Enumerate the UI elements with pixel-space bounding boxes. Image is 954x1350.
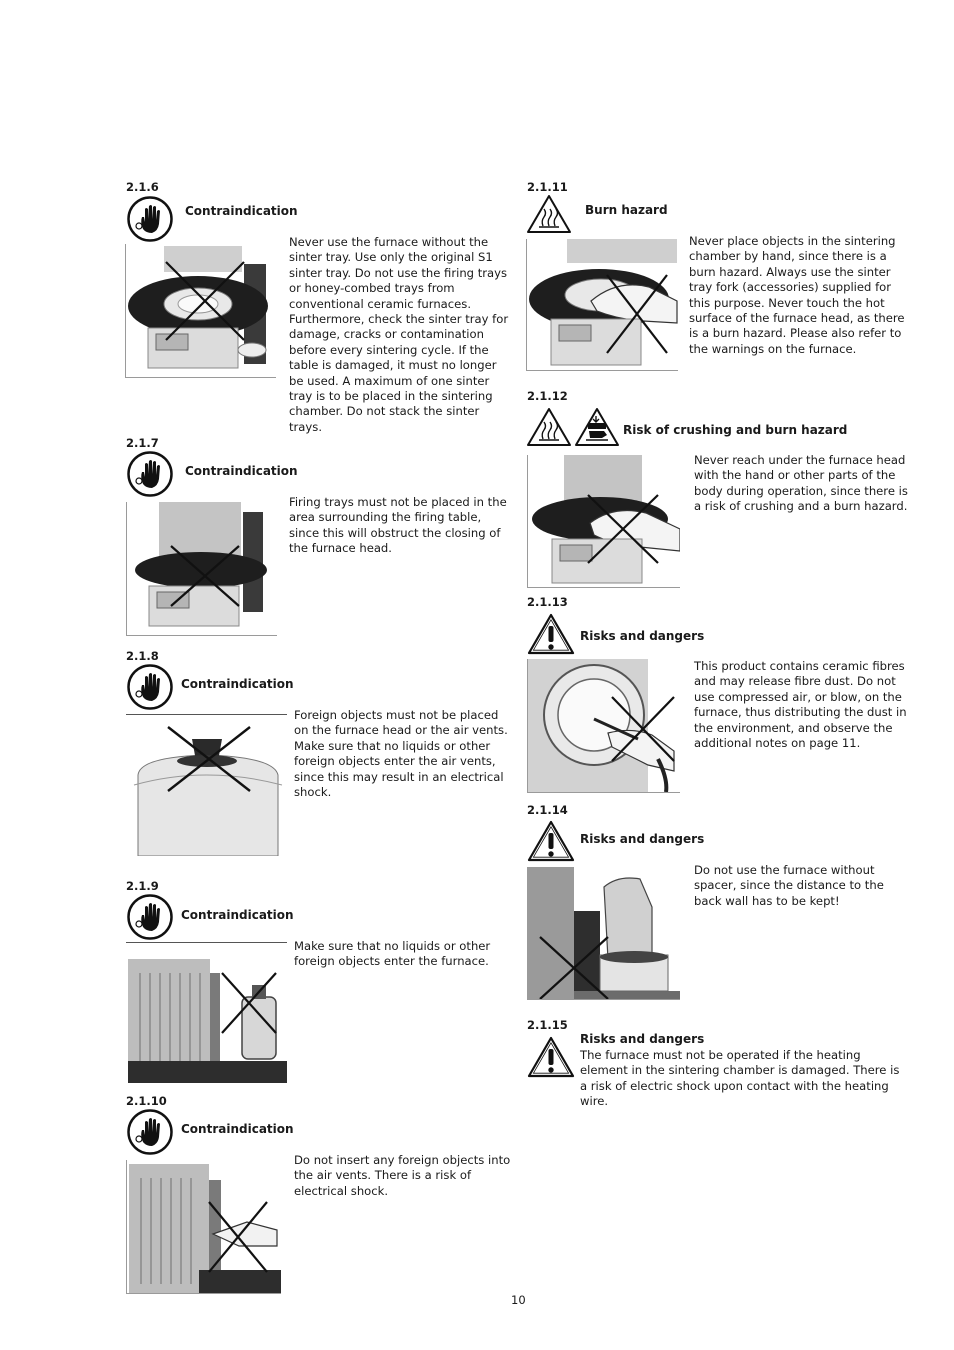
section-text: Make sure that no liquids or other foreign objects enter the furnace.: [294, 939, 491, 969]
section-number: 2.1.14: [527, 803, 568, 817]
section-number: 2.1.10: [126, 1094, 167, 1108]
section-text: Never reach under the furnace head with the hand or other parts of the body during operation, since there is a risk of crushing and a burn hazard.: [694, 453, 908, 514]
contraindication-hand-icon: [126, 1108, 174, 1156]
contraindication-hand-icon: [126, 450, 174, 498]
section-text: This product contains ceramic fibres and may release fibre dust. Do not use compressed air, or blow, on the furnace, thus distributing the dust in the environment, and observe the additional notes on page 11.: [694, 659, 907, 751]
furnace-air-vents-figure: [126, 1160, 281, 1294]
section-text: Never use the furnace without the sinter tray. Use only the original S1 sinter tray. Do not use the firing trays or honey-combed trays from conventional ceramic furnaces. Furthermore, check the sinter tray for damage, cracks or contamination before every sintering cycle. If the table is damaged, it must no longer be used. A maximum of one sinter tray is to be placed in the sintering chamber. Do not stack the sinter trays.: [289, 235, 509, 434]
general-warning-icon: [527, 1036, 575, 1078]
contraindication-hand-icon: [126, 893, 174, 941]
furnace-compressed-air-figure: [527, 659, 680, 793]
section-number: 2.1.6: [126, 180, 159, 194]
section-title: Contraindication: [185, 464, 298, 478]
section-number: 2.1.9: [126, 879, 159, 893]
general-warning-icon: [527, 613, 575, 655]
section-title: Risks and dangers: [580, 629, 705, 643]
section-title: Contraindication: [181, 908, 294, 922]
hot-surface-warning-icon: [526, 407, 572, 447]
contraindication-hand-icon: [126, 195, 174, 243]
page-number: 10: [511, 1293, 526, 1307]
section-title: Burn hazard: [585, 203, 668, 217]
general-warning-icon: [527, 820, 575, 862]
section-title: Contraindication: [181, 677, 294, 691]
furnace-back-wall-figure: [527, 867, 680, 1000]
crushing-hazard-icon: [574, 407, 620, 447]
furnace-head-cup-figure: [126, 714, 287, 856]
section-number: 2.1.13: [527, 595, 568, 609]
furnace-hand-in-chamber-figure: [526, 239, 678, 371]
furnace-firing-table-figure: [126, 502, 277, 636]
section-title: Risks and dangers: [580, 832, 705, 846]
section-number: 2.1.7: [126, 436, 159, 450]
section-number: 2.1.15: [527, 1018, 568, 1032]
section-text: The furnace must not be operated if the heating element in the sintering chamber is damaged. There is a risk of electric shock upon contact with the heating wire.: [580, 1048, 900, 1109]
section-number: 2.1.11: [527, 180, 568, 194]
section-number: 2.1.12: [527, 389, 568, 403]
contraindication-hand-icon: [126, 663, 174, 711]
furnace-crushing-figure: [527, 455, 680, 588]
section-text: Do not insert any foreign objects into the air vents. There is a risk of electrical shock.: [294, 1153, 511, 1198]
hot-surface-warning-icon: [526, 194, 572, 234]
section-text: Do not use the furnace without spacer, since the distance to the back wall has to be kept!: [694, 863, 884, 908]
section-title: Risk of crushing and burn hazard: [623, 423, 848, 437]
section-text: Foreign objects must not be placed on the furnace head or the air vents. Make sure that no liquids or other foreign objects enter the air vents, since this may result in an electrical shock.: [294, 708, 508, 800]
section-title: Risks and dangers: [580, 1032, 705, 1046]
furnace-spray-can-figure: [126, 942, 287, 1083]
section-text: Firing trays must not be placed in the area surrounding the firing table, since this will obstruct the closing of the furnace head.: [289, 495, 507, 556]
section-title: Contraindication: [185, 204, 298, 218]
section-text: Never place objects in the sintering chamber by hand, since there is a burn hazard. Always use the sinter tray fork (accessories) supplied for this purpose. Never touch the hot surface of the furnace head, as there is a burn hazard. Please also refer to the warnings on the furnace.: [689, 234, 905, 356]
section-number: 2.1.8: [126, 649, 159, 663]
furnace-sinter-tray-figure: [125, 244, 276, 378]
section-title: Contraindication: [181, 1122, 294, 1136]
